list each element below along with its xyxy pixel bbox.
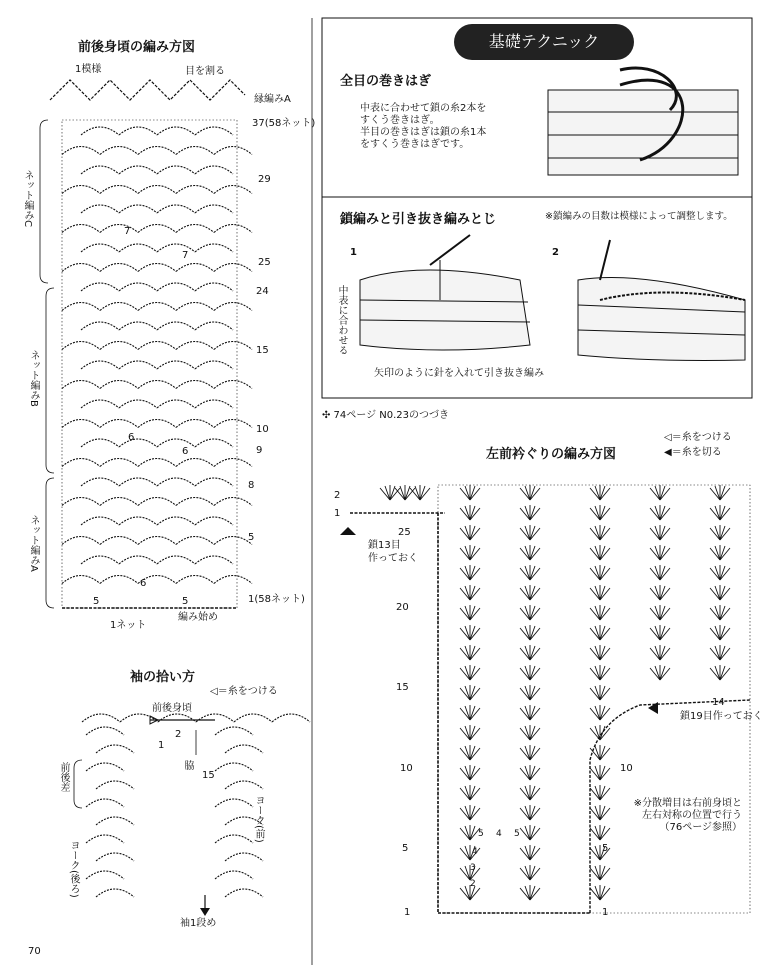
pineapple-stitch: [710, 645, 730, 660]
pineapple-stitch: [460, 665, 480, 680]
collar-num-2: 2: [470, 879, 476, 889]
net-arch: [158, 714, 196, 722]
pineapple-stitch: [650, 625, 670, 640]
net-arch: [81, 166, 119, 174]
net-arch: [81, 556, 119, 564]
pineapple-stitch: [460, 765, 480, 780]
pineapple-stitch: [710, 625, 730, 640]
net-arch: [214, 225, 252, 233]
chain-19-label: 鎖19目作っておく: [680, 711, 763, 722]
pineapple-stitch: [590, 525, 610, 540]
pineapple-stitch: [710, 605, 730, 620]
net-arch: [195, 478, 233, 486]
net-arch: [119, 361, 157, 369]
net-arch: [214, 498, 252, 506]
net-arch: [100, 264, 138, 272]
net-arch: [96, 781, 134, 789]
net-arch: [214, 147, 252, 155]
pineapple-stitch: [520, 865, 540, 880]
sleeve-body-label: 前後身頃: [152, 703, 192, 714]
pineapple-stitch: [590, 665, 610, 680]
net-arch: [157, 400, 195, 408]
net-arch: [96, 817, 134, 825]
net-arch: [214, 186, 252, 194]
net-arch: [62, 147, 100, 155]
net-arch: [81, 517, 119, 525]
net-arch: [100, 576, 138, 584]
pineapple-stitch: [590, 785, 610, 800]
row-25-label: 25: [258, 257, 271, 268]
net-arch: [157, 244, 195, 252]
yoke-front-label: ヨーク(前): [253, 795, 264, 843]
net-arch: [81, 283, 119, 291]
arrow-caption: 矢印のように針を入れて引き抜き編み: [374, 368, 544, 379]
net-arch: [214, 303, 252, 311]
body-num-7b: 7: [182, 250, 189, 261]
net-arch: [100, 459, 138, 467]
net-arch: [100, 186, 138, 194]
side-label: 脇: [182, 760, 193, 770]
net-arch: [176, 498, 214, 506]
pattern-repeat-label: 1模様: [75, 64, 102, 75]
pineapple-stitch: [460, 605, 480, 620]
net-arch: [196, 714, 234, 722]
pineapple-stitch: [520, 585, 540, 600]
net-arch: [96, 745, 134, 753]
collar-chart-title: 左前衿ぐりの編み方図: [486, 447, 617, 462]
net-arch: [86, 763, 124, 771]
net-arch: [138, 537, 176, 545]
pineapple-stitch: [520, 725, 540, 740]
body-num-5b: 5: [182, 596, 189, 607]
net-arch: [157, 517, 195, 525]
net-arch: [119, 205, 157, 213]
net-arch: [225, 889, 263, 897]
net-arch: [119, 166, 157, 174]
pineapple-stitch: [460, 745, 480, 760]
net-arch: [119, 478, 157, 486]
pineapple-stitch: [710, 525, 730, 540]
net-arch: [176, 576, 214, 584]
net-arch: [138, 264, 176, 272]
net-arch: [82, 714, 120, 722]
step-1-number: 1: [350, 247, 357, 258]
whip-stitch-desc: 中表に合わせて鎖の糸2本を すくう巻きはぎ。 半目の巻きはぎは鎖の糸1本 をすくう巻きはぎです。: [360, 103, 487, 150]
pineapple-stitch: [520, 665, 540, 680]
net-arch: [119, 400, 157, 408]
basic-technique-title: 基礎テクニック: [488, 32, 600, 51]
net-arch: [176, 264, 214, 272]
net-arch: [138, 420, 176, 428]
net-arch: [81, 361, 119, 369]
split-stitch-label: 目を割る: [185, 66, 225, 77]
collar-num-3: 3: [470, 863, 476, 873]
collar-row-25: 25: [398, 527, 411, 538]
collar-num-5b: 5: [514, 829, 520, 839]
row-8-label: 8: [248, 480, 255, 491]
net-arch: [157, 478, 195, 486]
net-arch: [138, 459, 176, 467]
net-arch: [138, 498, 176, 506]
net-arch: [215, 871, 253, 879]
net-arch: [86, 799, 124, 807]
collar-num-4: 4: [472, 847, 478, 857]
net-b-label: ネット編みB: [28, 350, 39, 407]
row-24-label: 24: [256, 286, 269, 297]
net-arch: [86, 835, 124, 843]
net-arch: [195, 322, 233, 330]
pineapple-stitch: [460, 805, 480, 820]
pineapple-stitch: [520, 565, 540, 580]
net-arch: [195, 361, 233, 369]
collar-row-10: 10: [400, 763, 413, 774]
net-a-label: ネット編みA: [28, 515, 39, 572]
pineapple-stitch: [650, 665, 670, 680]
net-arch: [176, 147, 214, 155]
increase-note: ※分散増目は右前身頃と 左右対称の位置で行う （76ページ参照）: [633, 798, 742, 833]
net-arch: [214, 342, 252, 350]
row-9-label: 9: [256, 445, 263, 456]
pineapple-stitch: [710, 505, 730, 520]
net-arch: [120, 714, 158, 722]
pineapple-stitch: [710, 665, 730, 680]
pineapple-stitch: [650, 585, 670, 600]
collar-row-20: 20: [396, 602, 409, 613]
net-arch: [81, 205, 119, 213]
chain-note: ※鎖編みの目数は模様によって調整します。: [545, 211, 733, 222]
net-arch: [119, 244, 157, 252]
net-arch: [157, 166, 195, 174]
net-arch: [157, 361, 195, 369]
pineapple-stitch: [520, 685, 540, 700]
pineapple-stitch: [590, 505, 610, 520]
chain-slip-title: 鎖編みと引き抜き編みとじ: [340, 212, 497, 227]
net-arch: [62, 498, 100, 506]
pineapple-stitch: [395, 485, 415, 500]
net-arch: [119, 517, 157, 525]
pineapple-stitch: [460, 485, 480, 500]
pineapple-stitch: [650, 505, 670, 520]
pineapple-stitch: [520, 625, 540, 640]
net-arch: [62, 342, 100, 350]
pineapple-stitch: [650, 565, 670, 580]
collar-row-1: 1: [404, 907, 411, 918]
pineapple-stitch: [520, 605, 540, 620]
pineapple-stitch: [710, 545, 730, 560]
pineapple-stitch: [520, 525, 540, 540]
net-arch: [119, 556, 157, 564]
pineapple-stitch: [590, 705, 610, 720]
net-arch: [138, 303, 176, 311]
net-arch: [195, 283, 233, 291]
net-arch: [81, 127, 119, 135]
row-10-label: 10: [256, 424, 269, 435]
sleeve-drawing: [74, 716, 215, 916]
net-arch: [62, 264, 100, 272]
net-arch: [100, 537, 138, 545]
page-number: 70: [28, 946, 41, 957]
net-arch: [176, 342, 214, 350]
net-arch: [86, 727, 124, 735]
net-arch: [81, 244, 119, 252]
sleeve-num-15: 15: [202, 770, 215, 781]
net-arch: [176, 186, 214, 194]
pineapple-stitch: [460, 685, 480, 700]
net-arch: [138, 186, 176, 194]
collar-row-10-right: 10: [620, 763, 633, 774]
pineapple-stitch: [590, 885, 610, 900]
pineapple-stitch: [650, 525, 670, 540]
pineapple-stitch: [520, 885, 540, 900]
collar-num-4b: 4: [496, 829, 502, 839]
net-arch: [215, 727, 253, 735]
net-arch: [100, 498, 138, 506]
net-arch: [100, 147, 138, 155]
net-arch: [100, 225, 138, 233]
net-arch: [176, 420, 214, 428]
net-arch: [176, 537, 214, 545]
pineapple-stitch: [710, 485, 730, 500]
net-arch: [62, 225, 100, 233]
net-arch: [214, 420, 252, 428]
collar-row-14: 14: [712, 697, 725, 708]
body-num-6c: 6: [140, 578, 147, 589]
pineapple-stitch: [590, 565, 610, 580]
pineapple-stitch: [520, 805, 540, 820]
body-num-7a: 7: [124, 226, 131, 237]
pineapple-stitch: [590, 865, 610, 880]
net-arch: [62, 459, 100, 467]
collar-pineapple-columns: [380, 485, 730, 900]
pineapple-stitch: [460, 565, 480, 580]
net-arch: [195, 556, 233, 564]
net-arch: [138, 381, 176, 389]
net-arch: [195, 166, 233, 174]
net-arch: [119, 322, 157, 330]
net-arch: [138, 342, 176, 350]
net-arch: [157, 439, 195, 447]
pineapple-stitch: [590, 585, 610, 600]
step-2-number: 2: [552, 247, 559, 258]
net-arch: [81, 322, 119, 330]
pineapple-stitch: [460, 585, 480, 600]
collar-num-5: 5: [478, 829, 484, 839]
row-15-label: 15: [256, 345, 269, 356]
net-arch: [157, 322, 195, 330]
pineapple-stitch: [460, 825, 480, 840]
net-arch: [176, 381, 214, 389]
make-ahead-label: 作っておく: [368, 553, 418, 564]
pineapple-stitch: [520, 825, 540, 840]
net-arch: [62, 537, 100, 545]
pineapple-stitch: [520, 705, 540, 720]
net-arch: [225, 781, 263, 789]
net-arch: [195, 439, 233, 447]
net-arch: [62, 420, 100, 428]
pineapple-stitch: [520, 505, 540, 520]
net-arch: [234, 714, 272, 722]
net-arch: [214, 537, 252, 545]
net-arch: [195, 517, 233, 525]
body-num-6a: 6: [128, 432, 135, 443]
pineapple-stitch: [650, 605, 670, 620]
collar-row-1-right: 1: [602, 907, 609, 918]
net-arch: [86, 871, 124, 879]
sleeve-num-1: 1: [158, 740, 165, 751]
pineapple-stitch: [410, 485, 430, 500]
sleeve-num-2: 2: [175, 729, 182, 740]
pineapple-stitch: [520, 545, 540, 560]
row-5-label: 5: [248, 532, 255, 543]
net-arch: [96, 853, 134, 861]
net-arch: [214, 576, 252, 584]
pineapple-stitch: [710, 565, 730, 580]
pineapple-stitch: [710, 585, 730, 600]
pineapple-stitch: [590, 545, 610, 560]
collar-legend-cut: ◀＝糸を切る: [664, 447, 722, 458]
net-arch: [215, 799, 253, 807]
start-label: 編み始め: [178, 612, 218, 623]
pineapple-stitch: [590, 825, 610, 840]
sleeve-row1-label: 袖1段め: [180, 918, 217, 929]
sleeve-legend-attach: ◁＝糸をつける: [210, 686, 278, 697]
net-arch: [157, 205, 195, 213]
body-chart-net-rows: [62, 127, 255, 584]
net-arch: [272, 714, 310, 722]
collar-row-1-top: 1: [334, 508, 341, 519]
net-arch: [81, 439, 119, 447]
net-arch: [96, 889, 134, 897]
one-net-label: 1ネット: [110, 620, 147, 631]
net-arch: [138, 225, 176, 233]
pineapple-stitch: [520, 745, 540, 760]
collar-row-5: 5: [402, 843, 409, 854]
chain-13-label: 鎖13目: [368, 540, 401, 551]
pineapple-stitch: [460, 785, 480, 800]
pineapple-stitch: [460, 505, 480, 520]
body-num-5a: 5: [93, 596, 100, 607]
collar-legend-attach: ◁＝糸をつける: [664, 432, 732, 443]
pineapple-stitch: [460, 705, 480, 720]
net-arch: [225, 745, 263, 753]
net-arch: [81, 478, 119, 486]
whip-stitch-title: 全目の巻きはぎ: [340, 74, 432, 89]
net-arch: [157, 556, 195, 564]
pineapple-stitch: [460, 545, 480, 560]
pineapple-stitch: [590, 805, 610, 820]
pineapple-stitch: [520, 845, 540, 860]
net-arch: [157, 127, 195, 135]
pineapple-stitch: [460, 645, 480, 660]
net-arch: [62, 576, 100, 584]
pineapple-stitch: [650, 545, 670, 560]
pineapple-stitch: [460, 625, 480, 640]
net-arch: [214, 381, 252, 389]
net-arch: [119, 439, 157, 447]
pineapple-stitch: [380, 485, 400, 500]
net-arch: [195, 400, 233, 408]
pineapple-stitch: [590, 625, 610, 640]
net-arch: [62, 186, 100, 194]
net-arch: [176, 459, 214, 467]
net-arch: [176, 225, 214, 233]
pineapple-stitch: [590, 685, 610, 700]
net-arch: [195, 127, 233, 135]
pineapple-stitch: [590, 745, 610, 760]
pineapple-stitch: [520, 485, 540, 500]
collar-row-2: 2: [334, 490, 341, 501]
collar-row-15: 15: [396, 682, 409, 693]
pineapple-stitch: [520, 785, 540, 800]
pineapple-stitch: [590, 605, 610, 620]
net-arch: [119, 127, 157, 135]
net-arch: [214, 264, 252, 272]
yoke-back-label: ヨーク(後ろ): [68, 840, 79, 898]
net-arch: [157, 283, 195, 291]
pineapple-stitch: [460, 725, 480, 740]
pineapple-stitch: [520, 765, 540, 780]
sleeve-title: 袖の拾い方: [130, 670, 196, 685]
body-chart-title: 前後身頃の編み方図: [78, 40, 196, 55]
pineapple-stitch: [590, 485, 610, 500]
net-arch: [195, 205, 233, 213]
net-arch: [225, 853, 263, 861]
net-arch: [138, 147, 176, 155]
net-arch: [119, 283, 157, 291]
continued-note: ✣ 74ページ N0.23のつづき: [322, 410, 450, 421]
row-29-label: 29: [258, 174, 271, 185]
front-back-diff-label: 前後差: [58, 762, 69, 792]
net-c-label: ネット編みC: [22, 170, 33, 227]
net-arch: [62, 303, 100, 311]
net-arch: [214, 459, 252, 467]
pineapple-stitch: [590, 765, 610, 780]
net-arch: [100, 342, 138, 350]
row-37-label: 37(58ネット): [252, 118, 316, 129]
pineapple-stitch: [520, 645, 540, 660]
net-arch: [62, 381, 100, 389]
net-arch: [100, 303, 138, 311]
body-num-6b: 6: [182, 446, 189, 457]
net-arch: [215, 763, 253, 771]
face-to-face-label: 中表に合わせる: [336, 285, 347, 355]
net-arch: [215, 835, 253, 843]
pineapple-stitch: [650, 485, 670, 500]
pineapple-stitch: [590, 645, 610, 660]
edge-a-label: 縁編みA: [254, 94, 291, 105]
net-arch: [100, 381, 138, 389]
net-arch: [81, 400, 119, 408]
pineapple-stitch: [650, 645, 670, 660]
collar-row-5-right: 5: [602, 843, 609, 854]
net-arch: [100, 420, 138, 428]
net-arch: [176, 303, 214, 311]
net-arch: [195, 244, 233, 252]
pineapple-stitch: [460, 525, 480, 540]
row-1-label: 1(58ネット): [248, 594, 305, 605]
